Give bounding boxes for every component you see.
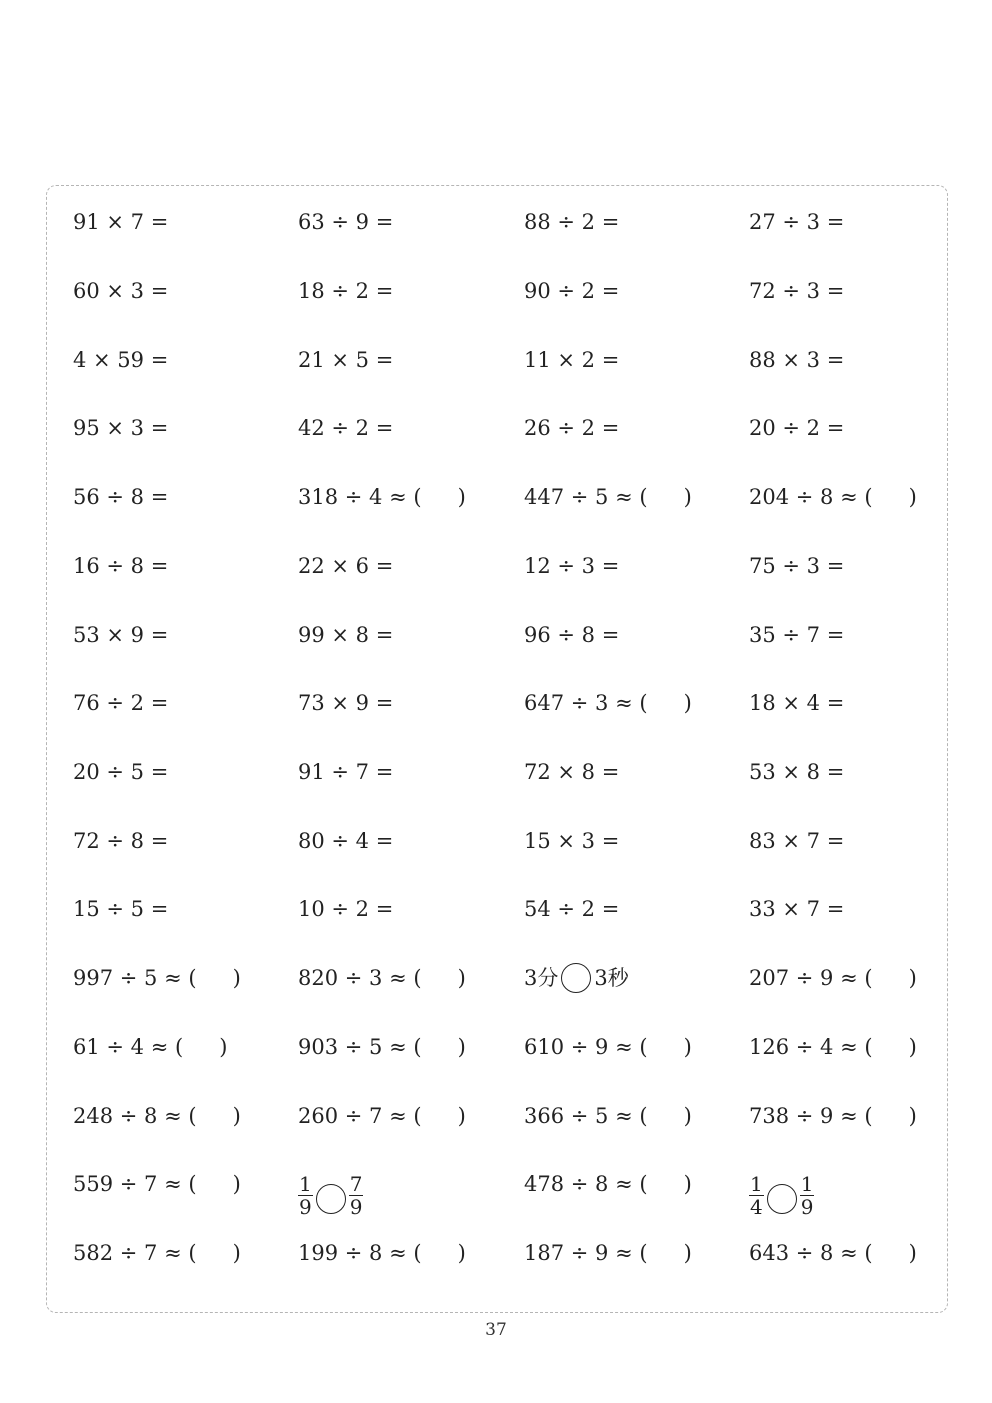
- math-problem: [749, 958, 917, 998]
- numerator: 1: [299, 1172, 312, 1196]
- denominator: 9: [349, 1195, 363, 1219]
- problem-row: [73, 683, 949, 723]
- answer-paren-close: ): [457, 1035, 466, 1059]
- problem-expression: 18 ÷ 2 =: [298, 279, 394, 303]
- math-problem: [298, 1096, 466, 1136]
- math-problem: [298, 340, 393, 380]
- problem-row: [73, 1164, 949, 1219]
- answer-paren-open: (: [639, 691, 648, 715]
- math-problem: [73, 615, 168, 655]
- problem-expression: 72 ÷ 3 =: [749, 279, 845, 303]
- problem-row: [73, 752, 949, 792]
- compare-circle[interactable]: [316, 1184, 346, 1214]
- problem-expression: 318 ÷ 4 ≈: [298, 485, 407, 509]
- math-problem: [749, 615, 844, 655]
- problem-expression: 88 × 3 =: [749, 348, 845, 372]
- problem-expression: 27 ÷ 3 =: [749, 210, 845, 234]
- worksheet-border: [46, 185, 948, 1313]
- math-problem: [298, 821, 393, 861]
- math-problem: [524, 889, 619, 929]
- fraction-right: [800, 1173, 815, 1218]
- problem-expression: 56 ÷ 8 =: [73, 485, 169, 509]
- problem-expression: 73 × 9 =: [298, 691, 394, 715]
- math-problem: [524, 1027, 692, 1067]
- answer-paren-close: ): [683, 1241, 692, 1265]
- compare-right: 3秒: [594, 966, 629, 990]
- answer-paren-open: (: [413, 485, 422, 509]
- problem-expression: 88 ÷ 2 =: [524, 210, 620, 234]
- problem-expression: 15 ÷ 5 =: [73, 897, 169, 921]
- math-problem: [524, 477, 692, 517]
- problem-expression: 10 ÷ 2 =: [298, 897, 394, 921]
- answer-paren-open: (: [864, 1241, 873, 1265]
- math-problem: [298, 477, 466, 517]
- comparison-problem: [749, 1164, 814, 1219]
- page-number: 37: [485, 1320, 507, 1340]
- problem-expression: 83 × 7 =: [749, 829, 845, 853]
- math-problem: [73, 1233, 241, 1273]
- math-problem: [298, 958, 466, 998]
- math-problem: [298, 546, 393, 586]
- answer-paren-close: ): [457, 1241, 466, 1265]
- math-problem: [524, 546, 619, 586]
- problem-expression: 63 ÷ 9 =: [298, 210, 394, 234]
- problem-expression: 61 ÷ 4 ≈: [73, 1035, 169, 1059]
- math-problem: [298, 752, 393, 792]
- problem-expression: 16 ÷ 8 =: [73, 554, 169, 578]
- problem-expression: 21 × 5 =: [298, 348, 394, 372]
- problem-expression: 96 ÷ 8 =: [524, 623, 620, 647]
- math-problem: [298, 889, 393, 929]
- math-problem: [524, 1096, 692, 1136]
- problem-expression: 72 × 8 =: [524, 760, 620, 784]
- math-problem: [73, 340, 168, 380]
- answer-paren-close: ): [232, 1104, 241, 1128]
- problem-expression: 91 ÷ 7 =: [298, 760, 394, 784]
- answer-paren-close: ): [908, 485, 917, 509]
- problem-row: [73, 1096, 949, 1136]
- problem-expression: 76 ÷ 2 =: [73, 691, 169, 715]
- problem-expression: 42 ÷ 2 =: [298, 416, 394, 440]
- math-problem: [73, 271, 168, 311]
- problem-row: [73, 408, 949, 448]
- answer-paren-open: (: [864, 966, 873, 990]
- math-problem: [524, 1164, 692, 1204]
- problem-expression: 11 × 2 =: [524, 348, 620, 372]
- math-problem: [749, 340, 844, 380]
- answer-paren-close: ): [232, 966, 241, 990]
- answer-paren-close: ): [232, 1172, 241, 1196]
- math-problem: [749, 1096, 917, 1136]
- problem-expression: 20 ÷ 2 =: [749, 416, 845, 440]
- problem-row: [73, 546, 949, 586]
- problem-row: [73, 615, 949, 655]
- answer-paren-open: (: [413, 1035, 422, 1059]
- math-problem: [73, 1096, 241, 1136]
- fraction-left: [298, 1173, 313, 1218]
- math-problem: [524, 821, 619, 861]
- denominator: 9: [299, 1195, 312, 1219]
- problem-row: [73, 958, 949, 998]
- problem-row: [73, 202, 949, 242]
- problem-expression: 53 × 8 =: [749, 760, 845, 784]
- answer-paren-open: (: [188, 1241, 197, 1265]
- math-problem: [524, 683, 692, 723]
- answer-paren-close: ): [908, 1104, 917, 1128]
- problem-row: [73, 340, 949, 380]
- answer-paren-open: (: [864, 1104, 873, 1128]
- problem-expression: 95 × 3 =: [73, 416, 169, 440]
- problem-expression: 75 ÷ 3 =: [749, 554, 845, 578]
- problem-expression: 248 ÷ 8 ≈: [73, 1104, 182, 1128]
- numerator: 1: [750, 1172, 763, 1196]
- problem-expression: 187 ÷ 9 ≈: [524, 1241, 633, 1265]
- math-problem: [298, 271, 393, 311]
- problem-expression: 643 ÷ 8 ≈: [749, 1241, 858, 1265]
- answer-paren-open: (: [639, 1172, 648, 1196]
- answer-paren-open: (: [864, 1035, 873, 1059]
- problem-expression: 15 × 3 =: [524, 829, 620, 853]
- math-problem: [749, 1027, 917, 1067]
- answer-paren-close: ): [683, 1172, 692, 1196]
- math-problem: [73, 1027, 227, 1067]
- problem-expression: 199 ÷ 8 ≈: [298, 1241, 407, 1265]
- math-problem: [73, 752, 168, 792]
- answer-paren-open: (: [639, 1035, 648, 1059]
- math-problem: [749, 271, 844, 311]
- math-problem: [524, 271, 619, 311]
- problem-expression: 20 ÷ 5 =: [73, 760, 169, 784]
- problem-expression: 126 ÷ 4 ≈: [749, 1035, 858, 1059]
- problem-expression: 33 × 7 =: [749, 897, 845, 921]
- math-problem: [73, 821, 168, 861]
- problem-expression: 610 ÷ 9 ≈: [524, 1035, 633, 1059]
- compare-circle[interactable]: [767, 1184, 797, 1214]
- answer-paren-close: ): [457, 966, 466, 990]
- problem-expression: 22 × 6 =: [298, 554, 394, 578]
- math-problem: [298, 1027, 466, 1067]
- problem-expression: 91 × 7 =: [73, 210, 169, 234]
- answer-paren-close: ): [908, 966, 917, 990]
- problem-expression: 582 ÷ 7 ≈: [73, 1241, 182, 1265]
- math-problem: [749, 821, 844, 861]
- math-problem: [749, 889, 844, 929]
- problem-expression: 204 ÷ 8 ≈: [749, 485, 858, 509]
- problem-row: [73, 1027, 949, 1067]
- fraction-comparison: [749, 1171, 814, 1227]
- comparison-problem: [524, 958, 629, 998]
- problem-expression: 80 ÷ 4 =: [298, 829, 394, 853]
- math-problem: [524, 752, 619, 792]
- answer-paren-open: (: [639, 1241, 648, 1265]
- math-problem: [749, 752, 844, 792]
- answer-paren-close: ): [457, 1104, 466, 1128]
- math-problem: [73, 546, 168, 586]
- problem-expression: 647 ÷ 3 ≈: [524, 691, 633, 715]
- problem-expression: 12 ÷ 3 =: [524, 554, 620, 578]
- answer-paren-close: ): [908, 1035, 917, 1059]
- problem-expression: 99 × 8 =: [298, 623, 394, 647]
- problem-expression: 260 ÷ 7 ≈: [298, 1104, 407, 1128]
- answer-paren-open: (: [175, 1035, 184, 1059]
- math-problem: [73, 683, 168, 723]
- answer-paren-close: ): [683, 691, 692, 715]
- problem-expression: 72 ÷ 8 =: [73, 829, 169, 853]
- answer-paren-close: ): [457, 485, 466, 509]
- problem-expression: 478 ÷ 8 ≈: [524, 1172, 633, 1196]
- answer-paren-close: ): [683, 485, 692, 509]
- problem-expression: 35 ÷ 7 =: [749, 623, 845, 647]
- math-problem: [749, 202, 844, 242]
- problem-expression: 18 × 4 =: [749, 691, 845, 715]
- answer-paren-open: (: [413, 966, 422, 990]
- answer-paren-open: (: [413, 1241, 422, 1265]
- answer-paren-close: ): [683, 1035, 692, 1059]
- denominator: 9: [800, 1195, 814, 1219]
- math-problem: [73, 958, 241, 998]
- answer-paren-open: (: [639, 485, 648, 509]
- fraction-right: [349, 1173, 364, 1218]
- problem-row: [73, 271, 949, 311]
- problem-expression: 997 ÷ 5 ≈: [73, 966, 182, 990]
- math-problem: [524, 1233, 692, 1273]
- problem-row: [73, 477, 949, 517]
- math-problem: [73, 202, 168, 242]
- math-problem: [749, 1233, 917, 1273]
- problem-expression: 4 × 59 =: [73, 348, 169, 372]
- math-problem: [298, 683, 393, 723]
- problem-expression: 366 ÷ 5 ≈: [524, 1104, 633, 1128]
- math-problem: [524, 408, 619, 448]
- problem-expression: 447 ÷ 5 ≈: [524, 485, 633, 509]
- math-problem: [524, 615, 619, 655]
- math-problem: [749, 683, 844, 723]
- problem-expression: 207 ÷ 9 ≈: [749, 966, 858, 990]
- problem-expression: 903 ÷ 5 ≈: [298, 1035, 407, 1059]
- math-problem: [298, 615, 393, 655]
- math-problem: [73, 477, 168, 517]
- answer-paren-open: (: [188, 966, 197, 990]
- problem-row: [73, 1233, 949, 1273]
- math-problem: [749, 408, 844, 448]
- answer-paren-close: ): [683, 1104, 692, 1128]
- problem-row: [73, 821, 949, 861]
- comparison-problem: [298, 1164, 363, 1219]
- problem-expression: 26 ÷ 2 =: [524, 416, 620, 440]
- math-problem: [749, 546, 844, 586]
- math-problem: [73, 889, 168, 929]
- problem-expression: 820 ÷ 3 ≈: [298, 966, 407, 990]
- numerator: 7: [349, 1172, 363, 1196]
- math-problem: [749, 477, 917, 517]
- answer-paren-open: (: [188, 1172, 197, 1196]
- math-problem: [524, 202, 619, 242]
- denominator: 4: [750, 1195, 763, 1219]
- math-problem: [298, 202, 393, 242]
- fraction-comparison: [298, 1171, 363, 1227]
- answer-paren-close: ): [908, 1241, 917, 1265]
- answer-paren-open: (: [639, 1104, 648, 1128]
- compare-circle[interactable]: [561, 963, 591, 993]
- problem-expression: 559 ÷ 7 ≈: [73, 1172, 182, 1196]
- time-comparison: [524, 950, 629, 1006]
- math-problem: [298, 1233, 466, 1273]
- answer-paren-close: ): [232, 1241, 241, 1265]
- math-problem: [73, 408, 168, 448]
- answer-paren-open: (: [188, 1104, 197, 1128]
- problem-expression: 60 × 3 =: [73, 279, 169, 303]
- fraction-left: [749, 1173, 764, 1218]
- answer-paren-close: ): [219, 1035, 228, 1059]
- problem-expression: 53 × 9 =: [73, 623, 169, 647]
- math-problem: [298, 408, 393, 448]
- problem-expression: 738 ÷ 9 ≈: [749, 1104, 858, 1128]
- problem-row: [73, 889, 949, 929]
- numerator: 1: [800, 1172, 814, 1196]
- answer-paren-open: (: [413, 1104, 422, 1128]
- compare-left: 3分: [524, 966, 559, 990]
- math-problem: [73, 1164, 241, 1204]
- answer-paren-open: (: [864, 485, 873, 509]
- math-problem: [524, 340, 619, 380]
- problem-expression: 90 ÷ 2 =: [524, 279, 620, 303]
- problem-expression: 54 ÷ 2 =: [524, 897, 620, 921]
